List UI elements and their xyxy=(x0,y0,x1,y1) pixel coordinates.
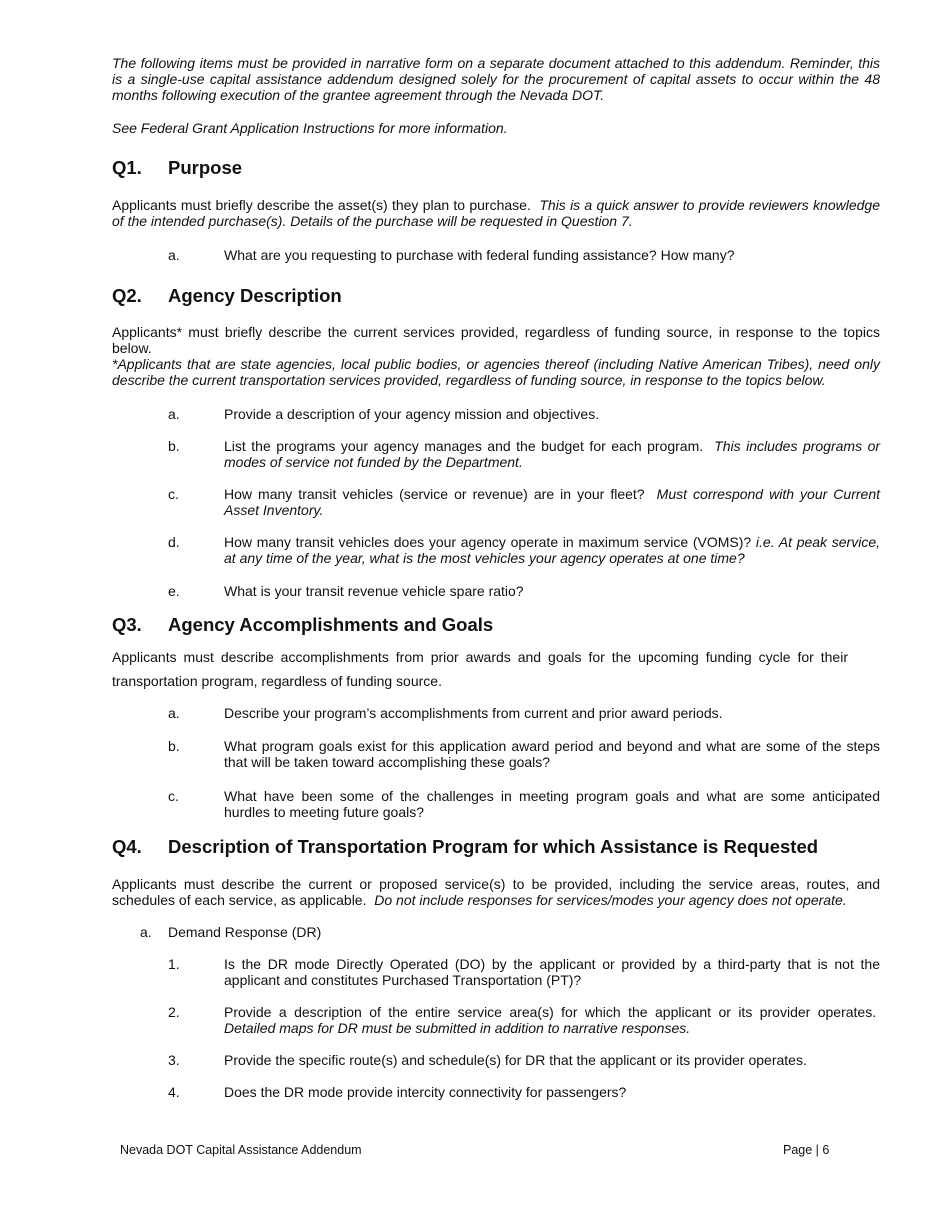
q3-item-b xyxy=(112,738,880,770)
q2-item-e xyxy=(112,583,880,599)
q2-title: Agency Description xyxy=(168,285,342,306)
intro-paragraph: The following items must be provided in narrative form on a separate document attached to this addendum. Reminder, this is a single-use capital assistance addendum designed solely for the procurement of capital assets to occur within the 48 months following execution of the grantee agreement through the Nevada DOT. xyxy=(112,55,880,103)
q3-item-label: a. xyxy=(168,705,180,721)
q3-item-label: c. xyxy=(168,788,179,804)
q2-item-text: What is your transit revenue vehicle spare ratio? xyxy=(224,583,524,599)
q3-item-text: What have been some of the challenges in meeting program goals and what are some anticipated hurdles to meeting future goals? xyxy=(224,788,880,820)
q1-body-italic: This is a quick answer to provide reviewers knowledge of the intended purchase(s). Details of the purchase will be requested in Question 7. xyxy=(112,197,880,229)
q1-heading xyxy=(112,157,242,179)
q4-item-text: Is the DR mode Directly Operated (DO) by the applicant or provided by a third-party that is not the applicant and constitutes Purchased Transportation (PT)? xyxy=(224,956,880,988)
q2-item-text xyxy=(224,534,880,566)
q2-item-question: How many transit vehicles does your agency operate in maximum service (VOMS)? xyxy=(224,534,752,550)
footer-document-title: Nevada DOT Capital Assistance Addendum xyxy=(120,1143,362,1157)
q4-heading xyxy=(112,836,818,858)
q3-item-c xyxy=(112,788,880,820)
q3-item-text: Describe your program’s accomplishments from current and prior award periods. xyxy=(224,705,723,721)
q2-item-label: e. xyxy=(168,583,180,599)
q2-body: Applicants* must briefly describe the current services provided, regardless of funding source, in response to the topics below. xyxy=(112,324,880,356)
q4-body xyxy=(112,876,880,908)
q4-item-label: 1. xyxy=(168,956,180,972)
q4-item-text: Does the DR mode provide intercity connectivity for passengers? xyxy=(224,1084,627,1100)
q4-item-label: 3. xyxy=(168,1052,180,1068)
q4-item-2 xyxy=(112,1004,880,1036)
q4-item-label: 2. xyxy=(168,1004,180,1020)
q2-item-question: How many transit vehicles (service or revenue) are in your fleet? xyxy=(224,486,645,502)
q1-item-a xyxy=(112,247,880,263)
footer-page-number: Page | 6 xyxy=(783,1143,830,1157)
q3-body: Applicants must describe accomplishments from prior awards and goals for the upcoming funding cycle for their transportation program, regardless of funding source. xyxy=(112,649,848,689)
q2-item-text xyxy=(224,486,880,518)
q2-item-note: This includes programs or modes of service not funded by the Department. xyxy=(224,438,881,470)
q2-item-d xyxy=(112,534,880,566)
q2-item-c xyxy=(112,486,880,518)
q4-sub-label: a. xyxy=(140,924,152,940)
q1-number: Q1. xyxy=(112,157,142,178)
q4-item-question: Provide a description of the entire service area(s) for which the applicant or its provider operates. xyxy=(224,1004,877,1020)
q4-body-italic: Do not include responses for services/modes your agency does not operate. xyxy=(374,892,847,908)
q3-item-label: b. xyxy=(168,738,180,754)
q1-title: Purpose xyxy=(168,157,243,178)
q1-item-label: a. xyxy=(168,247,180,263)
q3-heading xyxy=(112,614,493,636)
q2-item-text xyxy=(224,438,880,470)
q2-item-label: d. xyxy=(168,534,180,550)
q2-item-note: Must correspond with your Current Asset Inventory. xyxy=(224,486,880,518)
q3-number: Q3. xyxy=(112,614,142,635)
q2-item-a xyxy=(112,406,880,422)
q3-item-a xyxy=(112,705,880,721)
q1-body-plain: Applicants must briefly describe the asset(s) they plan to purchase. xyxy=(112,197,531,213)
q4-item-3 xyxy=(112,1052,880,1068)
q4-item-label: 4. xyxy=(168,1084,180,1100)
q3-item-text: What program goals exist for this application award period and beyond and what are some of the steps that will be taken toward accomplishing these goals? xyxy=(224,738,880,770)
q2-item-label: c. xyxy=(168,486,179,502)
q1-item-text: What are you requesting to purchase with federal funding assistance? How many? xyxy=(224,247,735,263)
q4-item-note: Detailed maps for DR must be submitted in addition to narrative responses. xyxy=(224,1020,691,1036)
q1-body xyxy=(112,197,880,229)
q2-number: Q2. xyxy=(112,285,142,306)
q4-item-1 xyxy=(112,956,880,988)
q2-item-b xyxy=(112,438,880,470)
q4-body-plain: Applicants must describe the current or proposed service(s) to be provided, including the service areas, routes, and schedules of each service, as applicable. xyxy=(112,876,880,908)
q2-item-label: a. xyxy=(168,406,180,422)
q2-item-text: Provide a description of your agency mission and objectives. xyxy=(224,406,600,422)
q4-item-text xyxy=(224,1004,880,1036)
q4-title: Description of Transportation Program for which Assistance is Requested xyxy=(168,836,819,857)
q4-sub-title: Demand Response (DR) xyxy=(168,924,322,940)
q3-title: Agency Accomplishments and Goals xyxy=(168,614,494,635)
q2-item-label: b. xyxy=(168,438,180,454)
q4-number: Q4. xyxy=(112,836,142,857)
q4-item-text: Provide the specific route(s) and schedule(s) for DR that the applicant or its provider operates. xyxy=(224,1052,807,1068)
q4-item-4 xyxy=(112,1084,880,1100)
q2-footnote: *Applicants that are state agencies, local public bodies, or agencies thereof (including Native American Tribes), need only describe the current transportation services provided, regardless of funding source, in response to the topics below. xyxy=(112,356,880,388)
q2-heading xyxy=(112,285,342,307)
q2-item-question: List the programs your agency manages and the budget for each program. xyxy=(224,438,704,454)
q2-item-note: i.e. At peak service, at any time of the year, what is the most vehicles your agency operates at one time? xyxy=(224,534,881,566)
intro-see-more: See Federal Grant Application Instructions for more information. xyxy=(112,120,508,136)
